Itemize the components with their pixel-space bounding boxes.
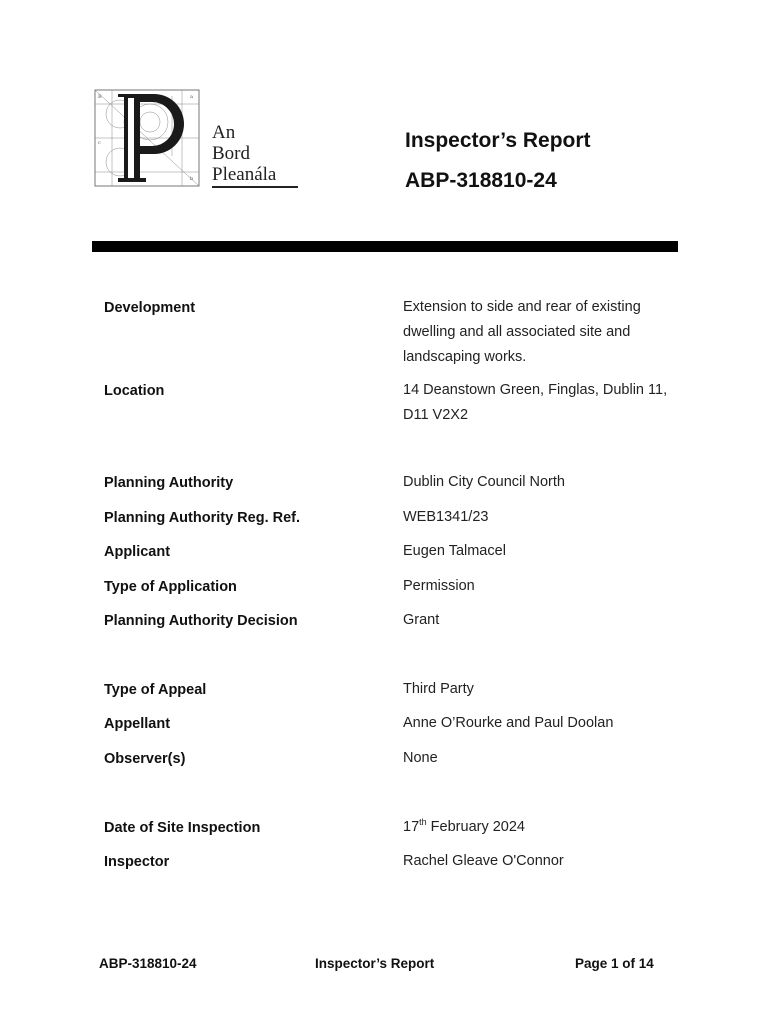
footer-reference: ABP-318810-24 bbox=[99, 956, 197, 971]
report-title: Inspector’s Report bbox=[405, 129, 591, 152]
reg-ref-label: Planning Authority Reg. Ref. bbox=[104, 510, 301, 526]
observers-label: Observer(s) bbox=[104, 751, 186, 767]
inspection-date-label: Date of Site Inspection bbox=[104, 820, 261, 836]
planning-authority-value: Dublin City Council North bbox=[403, 474, 565, 490]
svg-text:a: a bbox=[190, 94, 193, 100]
logo-wordmark bbox=[212, 122, 276, 185]
an-bord-pleanala-logo-icon bbox=[92, 86, 202, 190]
appellant-value: Anne O’Rourke and Paul Doolan bbox=[403, 715, 614, 731]
svg-text:c: c bbox=[98, 140, 101, 146]
application-type-value: Permission bbox=[403, 578, 475, 594]
inspector-label: Inspector bbox=[104, 854, 170, 870]
appeal-type-label: Type of Appeal bbox=[104, 682, 207, 698]
appeal-type-value: Third Party bbox=[403, 681, 474, 697]
inspection-date-value bbox=[403, 815, 683, 840]
appellant-label: Appellant bbox=[104, 716, 171, 732]
report-reference: ABP-318810-24 bbox=[405, 169, 557, 192]
logo-line-3: Pleanála bbox=[212, 164, 277, 185]
logo-underline bbox=[212, 186, 298, 188]
applicant-label: Applicant bbox=[104, 544, 171, 560]
inspector-value: Rachel Gleave O'Connor bbox=[403, 853, 564, 869]
svg-text:b: b bbox=[190, 176, 194, 182]
inspection-day: 17 bbox=[403, 819, 420, 835]
application-type-label: Type of Application bbox=[104, 579, 237, 595]
logo-line-1: An bbox=[212, 122, 236, 143]
header-divider bbox=[92, 241, 678, 252]
decision-value: Grant bbox=[403, 612, 440, 628]
inspection-month-year: February 2024 bbox=[426, 819, 525, 835]
footer-title: Inspector’s Report bbox=[315, 956, 435, 971]
observers-value: None bbox=[403, 750, 438, 766]
inspection-day-suffix: th bbox=[419, 817, 427, 828]
planning-authority-label: Planning Authority bbox=[104, 475, 234, 491]
development-value: Extension to side and rear of existing dwelling and all associated site and landscaping works. bbox=[403, 299, 641, 365]
location-value: 14 Deanstown Green, Finglas, Dublin 11, D11 V2X2 bbox=[403, 382, 668, 423]
reg-ref-value: WEB1341/23 bbox=[403, 509, 489, 525]
footer-page-number: Page 1 of 14 bbox=[575, 956, 654, 971]
svg-text:B: B bbox=[98, 94, 102, 100]
location-label: Location bbox=[104, 383, 165, 399]
applicant-value: Eugen Talmacel bbox=[403, 543, 506, 559]
decision-label: Planning Authority Decision bbox=[104, 613, 298, 629]
logo-line-2: Bord bbox=[212, 143, 250, 164]
development-label: Development bbox=[104, 300, 196, 316]
